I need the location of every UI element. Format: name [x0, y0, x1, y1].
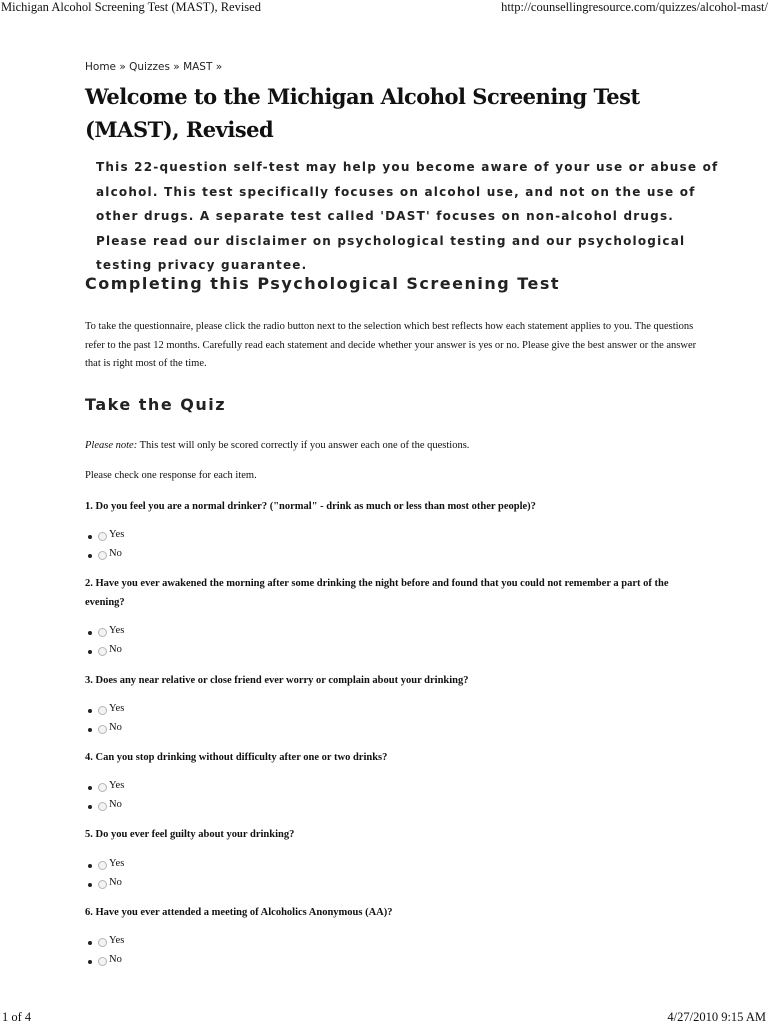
print-footer: [0, 1010, 770, 1024]
intro-paragraph: This 22-question self-test may help you become aware of your use or abuse of alcohol. This test specifically focuses on alcohol use, and not on the use of other drugs. A separate test called 'DAST' focuses on non-alcohol drugs. Please read our disclaimer on psychological testing and our psychological testing privacy guarantee.: [96, 160, 719, 272]
please-note-text: This test will only be scored correctly if you answer each one of the questions.: [137, 440, 470, 451]
please-note-label: Please note:: [85, 440, 138, 451]
option-label: Yes: [109, 858, 125, 869]
radio-button[interactable]: [98, 938, 107, 947]
bullet-icon: [88, 883, 92, 887]
breadcrumb-home-link[interactable]: Home: [85, 61, 117, 73]
option-label: No: [109, 799, 122, 810]
option-label: No: [109, 644, 122, 655]
question-3: 3. Does any near relative or close friend ever worry or complain about your drinking?: [85, 675, 469, 686]
print-header-url: http://counsellingresource.com/quizzes/alcohol-mast/: [501, 0, 768, 14]
option-label: No: [109, 954, 122, 965]
check-response-instruction: Please check one response for each item.: [85, 470, 257, 481]
radio-button[interactable]: [98, 551, 107, 560]
radio-button[interactable]: [98, 532, 107, 541]
option-label: Yes: [109, 780, 125, 791]
bullet-icon: [88, 535, 92, 539]
bullet-icon: [88, 728, 92, 732]
bullet-icon: [88, 864, 92, 868]
completing-test-heading: Completing this Psychological Screening Test: [85, 274, 561, 293]
option-label: Yes: [109, 529, 125, 540]
bullet-icon: [88, 709, 92, 713]
bullet-icon: [88, 631, 92, 635]
bullet-icon: [88, 960, 92, 964]
bullet-icon: [88, 786, 92, 790]
radio-button[interactable]: [98, 802, 107, 811]
radio-button[interactable]: [98, 725, 107, 734]
option-label: Yes: [109, 703, 125, 714]
radio-button[interactable]: [98, 783, 107, 792]
bullet-icon: [88, 554, 92, 558]
please-note: [85, 440, 469, 451]
breadcrumb-separator: »: [173, 61, 180, 73]
bullet-icon: [88, 941, 92, 945]
bullet-icon: [88, 650, 92, 654]
option-label: No: [109, 548, 122, 559]
page-title: Welcome to the Michigan Alcohol Screening Test (MAST), Revised: [85, 84, 640, 142]
radio-button[interactable]: [98, 861, 107, 870]
print-header-title: Michigan Alcohol Screening Test (MAST), Revised: [1, 0, 261, 14]
radio-button[interactable]: [98, 957, 107, 966]
question-4: 4. Can you stop drinking without difficulty after one or two drinks?: [85, 752, 388, 763]
breadcrumb: [85, 61, 222, 73]
question-5: 5. Do you ever feel guilty about your drinking?: [85, 829, 295, 840]
breadcrumb-separator: »: [215, 61, 223, 73]
question-2: 2. Have you ever awakened the morning after some drinking the night before and found that you could not remember a part of the evening?: [85, 578, 669, 608]
radio-button[interactable]: [98, 880, 107, 889]
radio-button[interactable]: [98, 628, 107, 637]
bullet-icon: [88, 805, 92, 809]
page-number: 1 of 4: [2, 1010, 32, 1024]
breadcrumb-mast-link[interactable]: MAST: [183, 61, 213, 73]
option-label: No: [109, 722, 122, 733]
option-label: No: [109, 877, 122, 888]
option-label: Yes: [109, 625, 125, 636]
option-label: Yes: [109, 935, 125, 946]
radio-button[interactable]: [98, 647, 107, 656]
breadcrumb-quizzes-link[interactable]: Quizzes: [129, 61, 170, 73]
completing-instructions: To take the questionnaire, please click the radio button next to the selection which best reflects how each statement applies to you. The questions refer to the past 12 months. Carefully read each statement and decide whether your answer is yes or no. Please give the best answer or the answer that is right most of the time.: [85, 321, 697, 369]
radio-button[interactable]: [98, 706, 107, 715]
breadcrumb-separator: »: [119, 61, 126, 73]
take-quiz-heading: Take the Quiz: [85, 395, 227, 414]
print-datetime: 4/27/2010 9:15 AM: [667, 1010, 766, 1024]
print-header: [0, 0, 770, 16]
question-6: 6. Have you ever attended a meeting of Alcoholics Anonymous (AA)?: [85, 907, 393, 918]
question-1: 1. Do you feel you are a normal drinker? ("normal" - drink as much or less than most other people)?: [85, 501, 536, 512]
